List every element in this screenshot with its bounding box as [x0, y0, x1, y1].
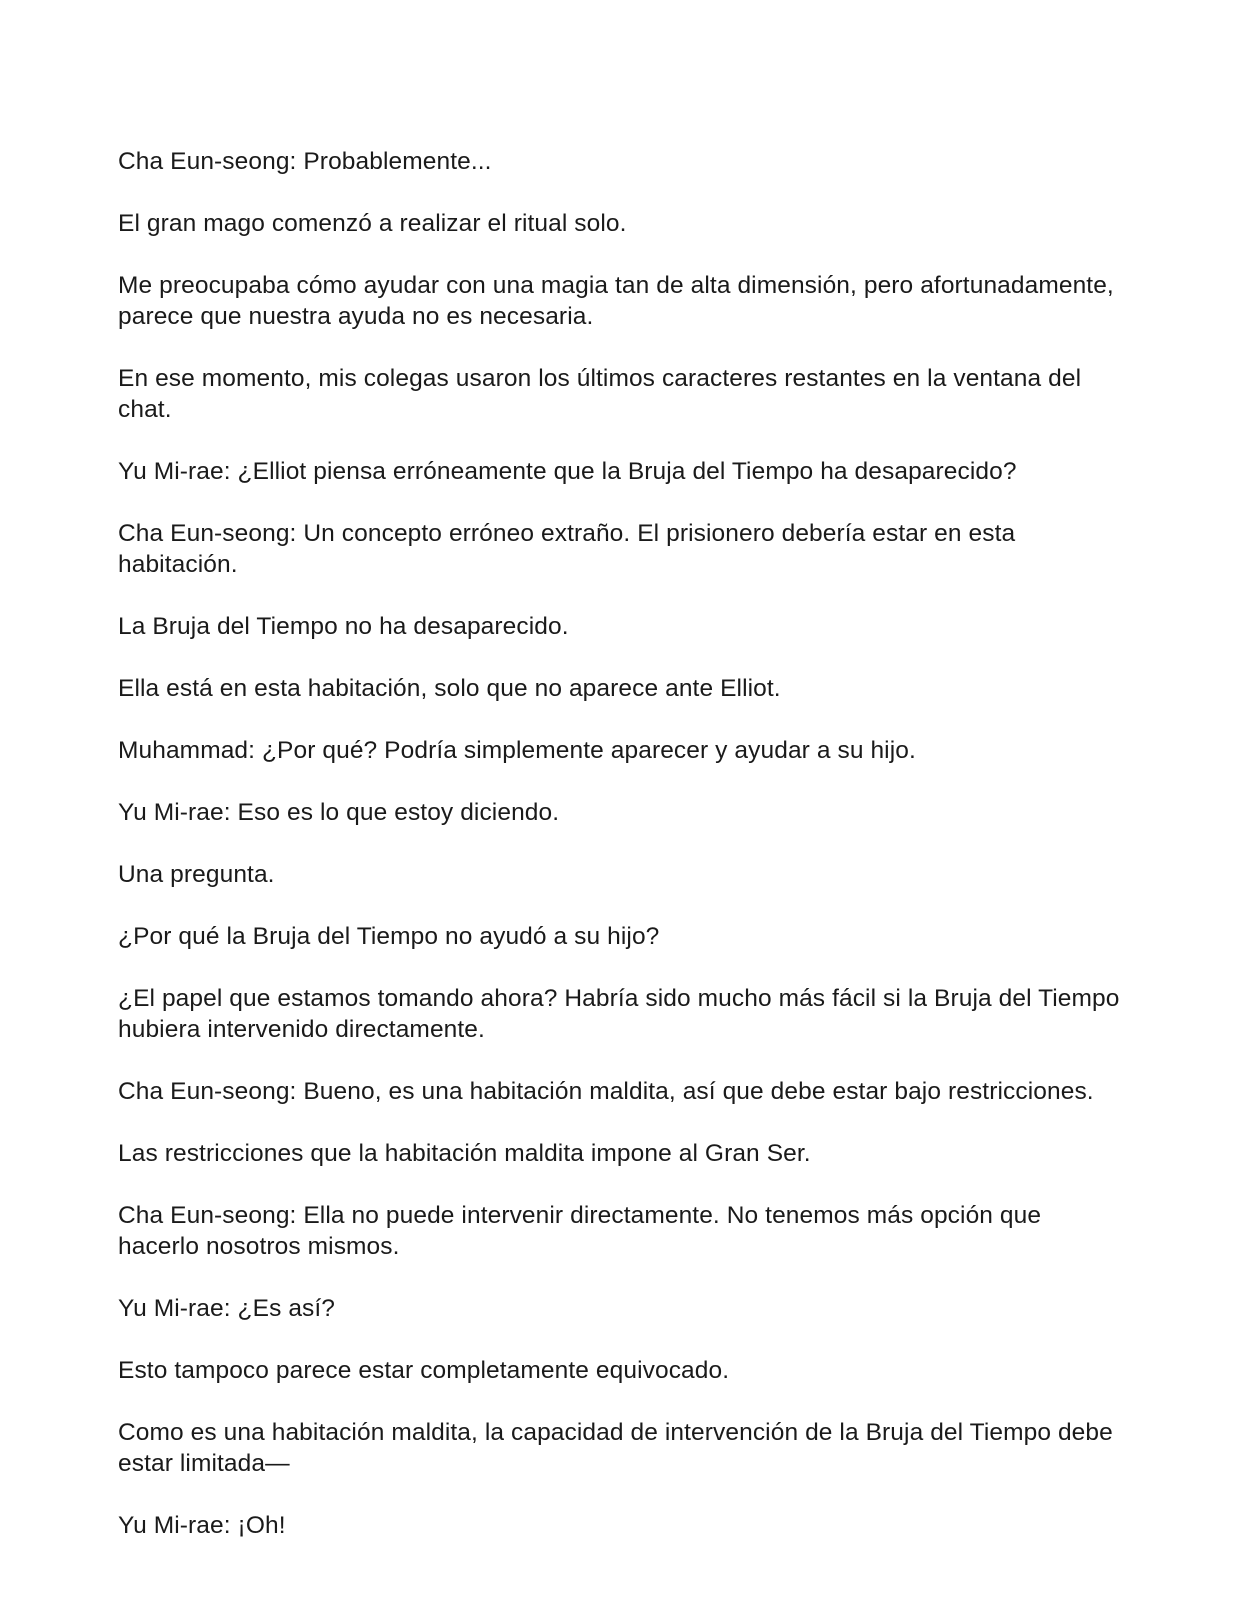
paragraph: Muhammad: ¿Por qué? Podría simplemente aparecer y ayudar a su hijo.	[118, 737, 916, 764]
paragraph: Me preocupaba cómo ayudar con una magia tan de alta dimensión, pero afortunadamente, parece que nuestra ayuda no es necesaria.	[118, 272, 1114, 330]
paragraph: En ese momento, mis colegas usaron los últimos caracteres restantes en la ventana del chat.	[118, 365, 1082, 423]
paragraph: Como es una habitación maldita, la capacidad de intervención de la Bruja del Tiempo debe estar limitada—	[118, 1419, 1113, 1477]
paragraph: La Bruja del Tiempo no ha desaparecido.	[118, 613, 569, 640]
paragraph: Cha Eun-seong: Probablemente...	[118, 148, 492, 175]
paragraph: Yu Mi-rae: ¿Es así?	[118, 1295, 336, 1322]
paragraph: El gran mago comenzó a realizar el ritual solo.	[118, 210, 627, 237]
paragraph: Cha Eun-seong: Bueno, es una habitación maldita, así que debe estar bajo restricciones.	[118, 1078, 1094, 1105]
paragraph: Yu Mi-rae: Eso es lo que estoy diciendo.	[118, 799, 560, 826]
paragraph: Yu Mi-rae: ¿Elliot piensa erróneamente que la Bruja del Tiempo ha desaparecido?	[118, 458, 1017, 485]
document-body	[118, 146, 1128, 1572]
paragraph: Yu Mi-rae: ¡Oh!	[118, 1512, 286, 1539]
paragraph: Cha Eun-seong: Ella no puede intervenir directamente. No tenemos más opción que hacerlo nosotros mismos.	[118, 1202, 1042, 1260]
paragraph: Las restricciones que la habitación maldita impone al Gran Ser.	[118, 1140, 811, 1167]
paragraph: Esto tampoco parece estar completamente equivocado.	[118, 1357, 730, 1384]
paragraph: Cha Eun-seong: Un concepto erróneo extraño. El prisionero debería estar en esta habitación.	[118, 520, 1016, 578]
paragraph: ¿Por qué la Bruja del Tiempo no ayudó a su hijo?	[118, 923, 660, 950]
paragraph: ¿El papel que estamos tomando ahora? Habría sido mucho más fácil si la Bruja del Tiempo hubiera intervenido directamente.	[118, 985, 1120, 1043]
paragraph: Ella está en esta habitación, solo que no aparece ante Elliot.	[118, 675, 781, 702]
paragraph: Una pregunta.	[118, 861, 275, 888]
